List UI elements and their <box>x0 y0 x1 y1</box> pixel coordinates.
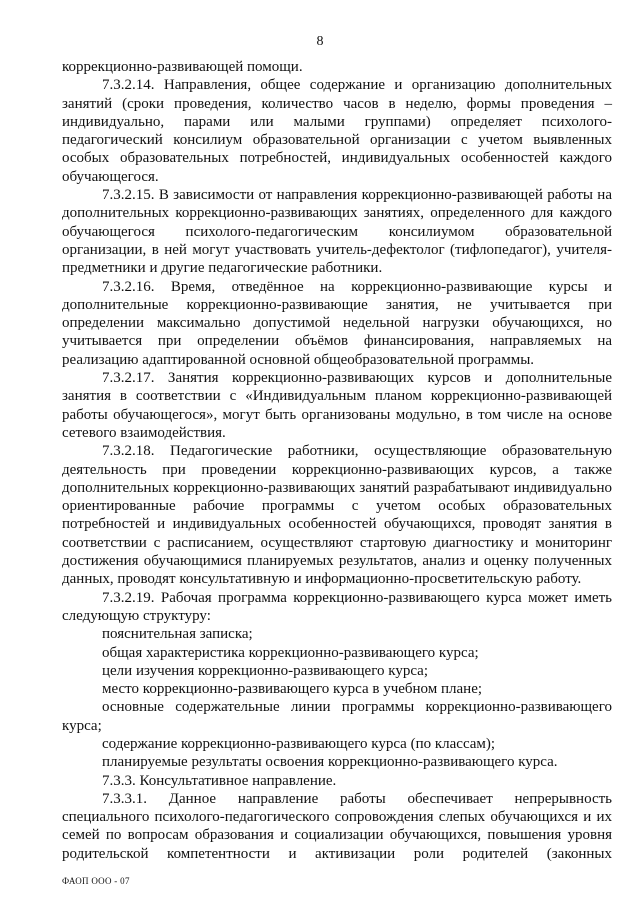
section-heading: 7.3.3. Консультативное направление. <box>102 772 337 789</box>
list-item: планируемые результаты освоения коррекционно-развивающего курса. <box>102 754 558 771</box>
paragraph: 7.3.2.19. Рабочая программа коррекционно-развивающего курса может иметь следующую структуру: <box>62 589 612 624</box>
paragraph: коррекционно-развивающей помощи. <box>62 59 303 75</box>
document-body <box>62 58 612 863</box>
paragraph: 7.3.2.15. В зависимости от направления коррекционно-развивающей работы на дополнительных коррекционно-развивающих занятиях, определенного для каждого обучающегося психолого-педагогическим консилиумом образовательной организации, в ней могут участвовать учитель-дефектолог (тифлопедагог), учителя-предметники и другие педагогические работники. <box>62 187 612 277</box>
page-number: 8 <box>316 34 324 49</box>
paragraph: 7.3.2.16. Время, отведённое на коррекционно-развивающие курсы и дополнительные коррекционно-развивающие занятия, не учитывается при определении максимально допустимой недельной нагрузки обучающихся, но учитывается при определении объёмов финансирования, направляемых на реализацию адаптированной основной общеобразовательной программы. <box>62 278 612 368</box>
list-item: содержание коррекционно-развивающего курса (по классам); <box>102 735 496 752</box>
document-footer: ФАОП ООО - 07 <box>62 876 130 886</box>
paragraph: 7.3.2.14. Направления, общее содержание и организацию дополнительных занятий (сроки проведения, количество часов в неделю, формы проведения – индивидуально, парами или малыми группами) определяет психолого-педагогический консилиум образовательной организации с учетом выявленных особых образовательных потребностей, индивидуальных особенностей каждого обучающегося. <box>62 77 612 185</box>
list-item: общая характеристика коррекционно-развивающего курса; <box>102 644 479 661</box>
list-item: основные содержательные линии программы коррекционно-развивающего курса; <box>62 699 612 734</box>
list-item: пояснительная записка; <box>102 626 253 643</box>
list-item: цели изучения коррекционно-развивающего курса; <box>102 662 428 679</box>
paragraph: 7.3.2.18. Педагогические работники, осуществляющие образовательную деятельность при проведении коррекционно-развивающих курсов, а также дополнительных коррекционно-развивающих занятий разрабатывают индивидуально ориентированные рабочие программы с учетом особых образовательных потребностей и индивидуальных особенностей обучающихся, проводят занятия в соответствии с расписанием, осуществляют стартовую диагностику и мониторинг достижения обучающимися планируемых результатов, анализ и оценку полученных данных, проводят консультативную и информационно-просветительскую работу. <box>62 443 612 588</box>
paragraph: 7.3.3.1. Данное направление работы обеспечивает непрерывность специального психолого-педагогического сопровождения слепых обучающихся и их семей по вопросам образования и социализации обучающихся, повышения уровня родительской компетентности и активизации роли родителей (законных <box>62 790 612 862</box>
paragraph: 7.3.2.17. Занятия коррекционно-развивающих курсов и дополнительные занятия в соответствии с «Индивидуальным планом коррекционно-развивающей работы обучающегося», могут быть организованы модульно, в том числе на основе сетевого взаимодействия. <box>62 370 612 441</box>
list-item: место коррекционно-развивающего курса в учебном плане; <box>102 681 483 698</box>
